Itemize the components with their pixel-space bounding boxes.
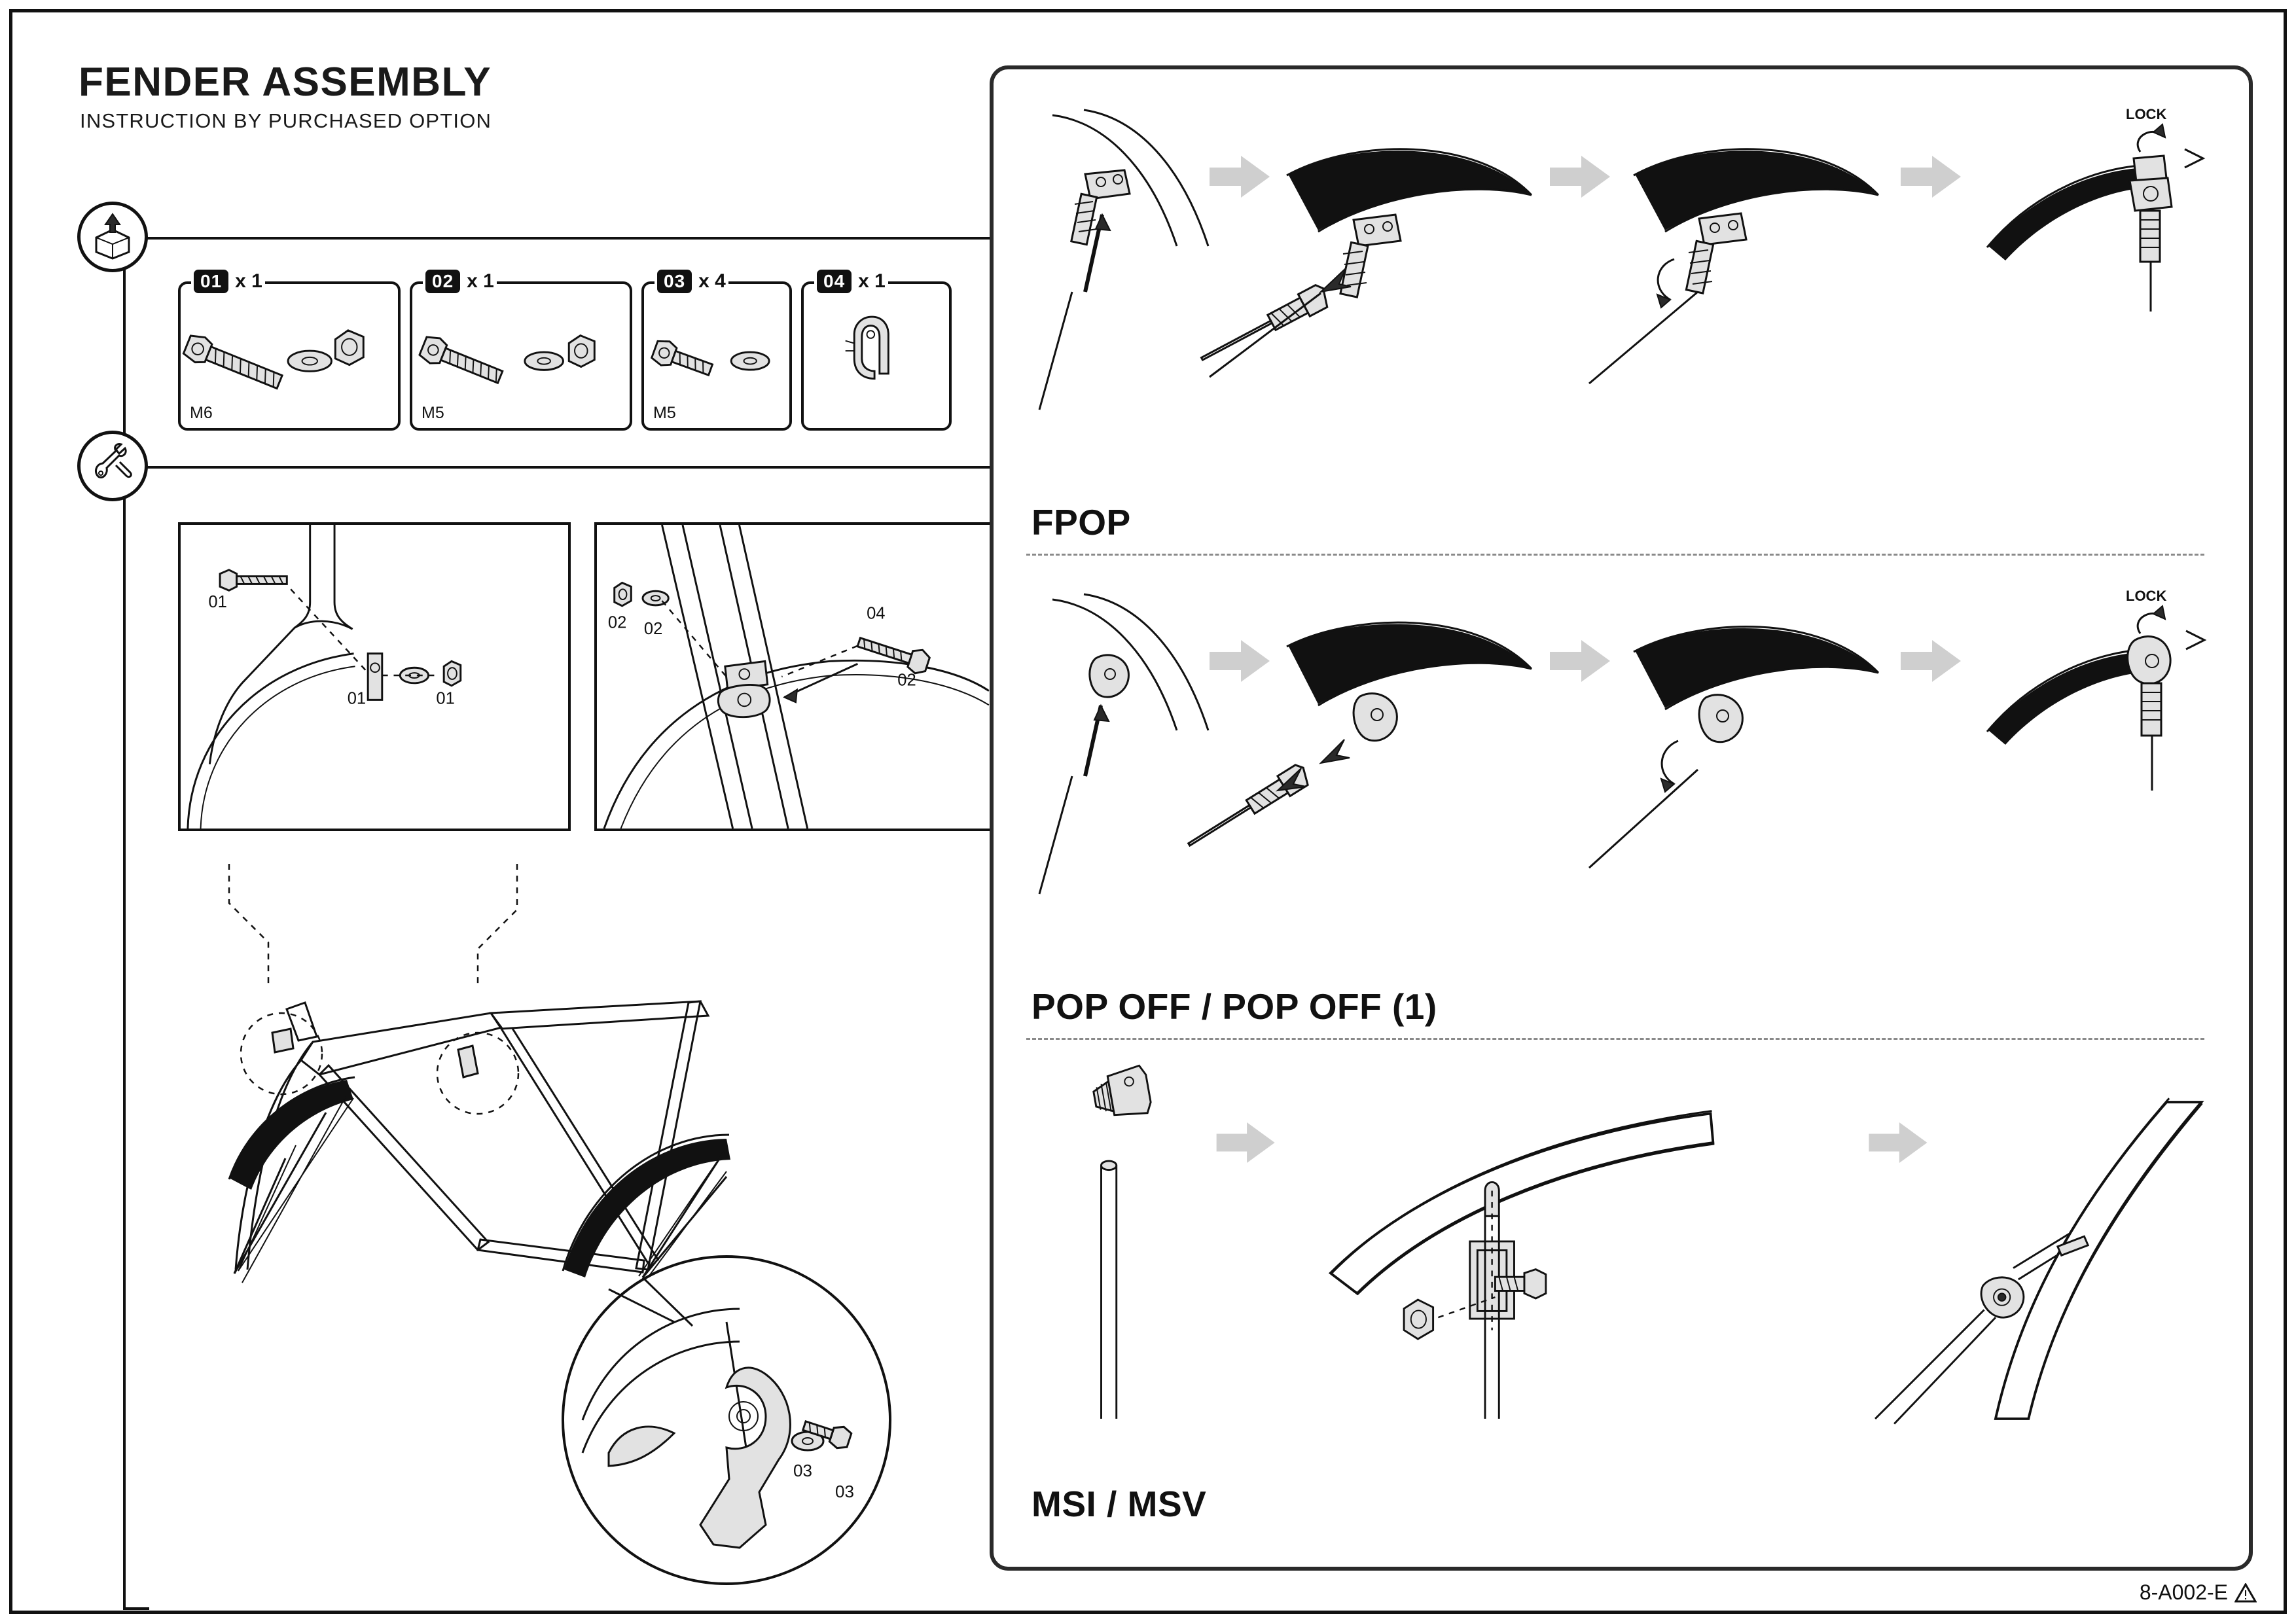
msi-step-1 <box>1090 1065 1153 1419</box>
svg-text:01: 01 <box>208 592 227 611</box>
part-qty-04: x 1 <box>858 270 886 292</box>
page-subtitle: INSTRUCTION BY PURCHASED OPTION <box>80 109 492 132</box>
fpop-step-3 <box>1589 149 1878 383</box>
part-box-04 <box>801 270 952 431</box>
svg-text:02: 02 <box>607 613 627 632</box>
bolt-washer-nut-icon <box>412 301 630 406</box>
bolt-washer-nut-icon <box>181 301 398 406</box>
seatstay-bridge-detail <box>594 522 994 831</box>
section-msi <box>994 1051 2249 1548</box>
part-qty-03: x 4 <box>698 270 726 292</box>
tools-required-icon <box>77 431 148 501</box>
svg-text:02: 02 <box>643 620 663 639</box>
svg-text:01: 01 <box>347 689 367 708</box>
msi-step-2 <box>1331 1111 1714 1419</box>
part-id-01: 01 <box>194 270 228 293</box>
svg-text:03: 03 <box>793 1461 812 1480</box>
part-id-03: 03 <box>657 270 692 293</box>
part-box-01 <box>178 270 401 431</box>
part-qty-01: x 1 <box>235 270 262 292</box>
section-divider <box>1026 554 2204 556</box>
part-size-01: M6 <box>190 404 213 422</box>
step-arrow <box>1550 640 1610 682</box>
fpop-steps <box>1013 96 2231 488</box>
msi-steps <box>1013 1064 2231 1457</box>
popoff-step-4 <box>1987 588 2204 791</box>
page-title: FENDER ASSEMBLY <box>79 60 492 105</box>
document-code <box>2140 1580 2257 1605</box>
fpop-step-1 <box>1039 110 1208 410</box>
part-tag-01 <box>191 270 265 293</box>
part-tag-04 <box>814 270 888 293</box>
svg-text:03: 03 <box>835 1482 854 1501</box>
step-arrow <box>1550 156 1610 198</box>
part-qty-02: x 1 <box>467 270 494 292</box>
section-popoff <box>994 567 2249 1051</box>
part-size-03: M5 <box>653 404 676 422</box>
svg-text:04: 04 <box>867 604 886 623</box>
parts-list <box>178 270 952 431</box>
step-arrow <box>1217 1122 1275 1163</box>
svg-text:02: 02 <box>897 671 916 690</box>
step-arrow <box>1210 156 1270 198</box>
popoff-step-3 <box>1589 626 1878 868</box>
spine-line-parts <box>123 237 994 240</box>
part-box-03 <box>641 270 792 431</box>
bracket-clamp-icon <box>804 301 949 406</box>
step-arrow <box>1901 156 1961 198</box>
svg-text:LOCK: LOCK <box>2126 106 2167 122</box>
step-arrow <box>1901 640 1961 682</box>
section-label-popoff: POP OFF / POP OFF (1) <box>1031 986 1437 1027</box>
spine-line-end <box>123 1607 149 1610</box>
section-fpop <box>994 82 2249 567</box>
part-tag-03 <box>655 270 728 293</box>
section-label-fpop: FPOP <box>1031 502 1131 543</box>
fork-crown-detail <box>178 522 571 831</box>
document-code-text: 8-A002-E <box>2139 1580 2228 1604</box>
bicycle-overview-diagram <box>151 864 995 1597</box>
section-label-msi: MSI / MSV <box>1031 1484 1207 1524</box>
part-size-02: M5 <box>422 404 444 422</box>
part-box-02 <box>410 270 632 431</box>
popoff-steps <box>1013 580 2231 972</box>
part-id-02: 02 <box>425 270 460 293</box>
bolt-washer-icon <box>644 301 789 406</box>
popoff-step-1 <box>1039 594 1208 894</box>
part-tag-02 <box>423 270 497 293</box>
part-id-04: 04 <box>817 270 852 293</box>
box-contents-icon <box>77 202 148 272</box>
left-column <box>39 26 956 1577</box>
spine-line-tools <box>123 466 994 469</box>
fpop-step-4 <box>1987 106 2203 312</box>
step-arrow <box>1210 640 1270 682</box>
step-arrow <box>1869 1122 1927 1163</box>
section-divider <box>1026 1038 2204 1040</box>
title-block <box>79 62 492 133</box>
svg-text:LOCK: LOCK <box>2126 588 2167 604</box>
svg-text:01: 01 <box>436 689 455 708</box>
msi-step-3 <box>1875 1098 2202 1423</box>
warning-triangle-icon <box>2234 1583 2257 1603</box>
option-instructions-panel <box>990 65 2253 1571</box>
